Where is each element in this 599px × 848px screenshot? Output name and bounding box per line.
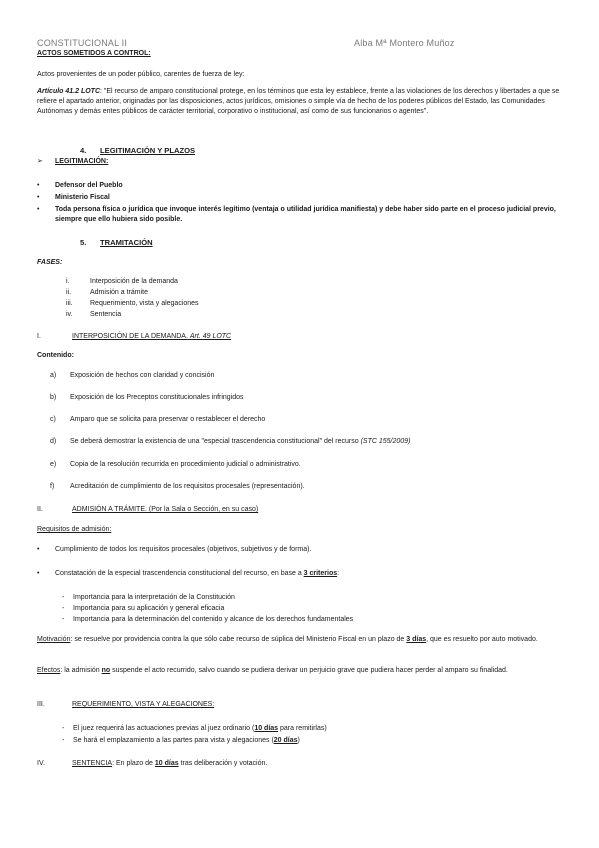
legitimacion-item: Ministerio Fiscal xyxy=(55,194,110,201)
legitimacion-item: Toda persona física o jurídica que invoque interés legítimo (ventaja o utilidad jurídica manifiesta) y debe haber sido parte en el proceso judicial previo, siempre que ello hubiera sido posible. xyxy=(55,206,556,223)
section-ii-title: ADMISIÓN A TRÁMITE. (Por la Sala o Sección, en su caso) xyxy=(72,506,259,513)
motivacion-plazo: 3 días xyxy=(406,636,427,643)
section-5-number: 5. xyxy=(80,238,87,247)
contenido-letter: e) xyxy=(50,461,57,468)
bullet-icon: • xyxy=(37,570,40,577)
fase-number: iv. xyxy=(66,311,73,318)
arrow-bullet-icon: ➢ xyxy=(37,158,43,165)
header-author: Alba Mª Montero Muñoz xyxy=(354,38,455,48)
article-text: : "El recurso de amparo constitucional protege, en los términos que esta ley establece, frente a las violaciones de los derechos y libertades a que se refiere el apartado anterior, originadas por las disposiciones, actos jurídicos, omisiones o simple vía de hecho de los poderes públicos del Estado, las Comunidades Autónomas y demás entes públicos de carácter territorial, corporativo o institucional, así como de sus funcionarios o agentes". xyxy=(37,88,560,115)
bullet-icon: • xyxy=(37,194,40,201)
criterio-item: Importancia para la interpretación de la Constitución xyxy=(73,594,235,601)
requerimiento-item-1 xyxy=(73,724,327,734)
section-i-title-text: INTERPOSICIÓN DE LA DEMANDA. xyxy=(72,333,188,340)
motivacion-paragraph xyxy=(37,635,565,645)
article-ref: Artículo 41.2 LOTC xyxy=(37,88,101,95)
section-5-title: TRAMITACIÓN xyxy=(100,238,153,247)
contenido-letter: c) xyxy=(50,416,56,423)
sentencia-line xyxy=(72,759,267,769)
section-i-title-ref: Art. 49 LOTC xyxy=(189,333,232,340)
legitimacion-subtitle: LEGITIMACIÓN: xyxy=(55,158,109,165)
requerimiento-item-1-post: para remitirlas) xyxy=(278,725,327,732)
criterio-item: Importancia para la determinación del contenido y alcance de los derechos fundamentales xyxy=(73,616,354,623)
contenido-label: Contenido: xyxy=(37,352,74,359)
requerimiento-item-2-plazo: 20 días xyxy=(273,737,298,744)
section-i-title xyxy=(72,332,231,342)
efectos-label: Efectos xyxy=(37,667,61,674)
motivacion-label: Motivación xyxy=(37,636,71,643)
section-iv-number: IV. xyxy=(37,760,45,767)
dash-icon: - xyxy=(62,594,65,601)
fase-text: Interposición de la demanda xyxy=(90,278,178,285)
fase-text: Sentencia xyxy=(90,311,122,318)
contenido-letter: b) xyxy=(50,394,57,401)
sentencia-plazo: 10 días xyxy=(154,760,179,767)
bullet-icon: • xyxy=(37,546,40,553)
sentencia-pre: : En plazo de xyxy=(112,760,155,767)
section-4-number: 4. xyxy=(80,146,87,155)
sentencia-title: SENTENCIA xyxy=(72,760,113,767)
section-iii-number: III. xyxy=(37,701,45,708)
criterio-item: Importancia para su aplicación y general eficacia xyxy=(73,605,225,612)
requerimiento-item-2-post: ) xyxy=(297,737,300,744)
actos-title: ACTOS SOMETIDOS A CONTROL: xyxy=(37,50,151,57)
dash-icon: - xyxy=(62,725,65,732)
section-i-number: I. xyxy=(37,333,41,340)
legitimacion-item: Defensor del Pueblo xyxy=(55,182,123,189)
requisito-2 xyxy=(55,569,339,579)
contenido-text: Exposición de los Preceptos constitucionales infringidos xyxy=(70,394,244,401)
fase-number: i. xyxy=(66,278,70,285)
contenido-letter: d) xyxy=(50,438,57,445)
contenido-letter: f) xyxy=(50,483,55,490)
article-paragraph xyxy=(37,87,565,117)
efectos-post: suspende el acto recurrido, salvo cuando se pudiera derivar un perjuicio grave que pudiera hacer perder al amparo su finalidad. xyxy=(110,667,508,674)
section-ii-number: II. xyxy=(37,506,43,513)
fase-text: Requerimiento, vista y alegaciones xyxy=(90,300,199,307)
efectos-no: no xyxy=(101,667,111,674)
requerimiento-item-2-pre: Se hará el emplazamiento a las partes para vista y alegaciones ( xyxy=(73,737,274,744)
requerimiento-item-1-plazo: 10 días xyxy=(254,725,279,732)
contenido-letter: a) xyxy=(50,372,57,379)
section-4-title: LEGITIMACIÓN Y PLAZOS xyxy=(100,146,196,155)
contenido-text: Amparo que se solicita para preservar o restablecer el derecho xyxy=(70,416,266,423)
requisito-2-colon: : xyxy=(337,570,340,577)
requisito-2-text: Constatación de la especial trascendencia constitucional del recurso, en base a xyxy=(55,570,304,577)
requerimiento-item-1-pre: El juez requerirá las actuaciones previas al juez ordinario ( xyxy=(73,725,255,732)
fase-number: iii. xyxy=(66,300,73,307)
contenido-text: Exposición de hechos con claridad y concisión xyxy=(70,372,215,379)
dash-icon: - xyxy=(62,605,65,612)
fase-text: Admisión a trámite xyxy=(90,289,148,296)
motivacion-post: , que es resuelto por auto motivado. xyxy=(426,636,538,643)
contenido-item-d xyxy=(70,437,410,447)
contenido-text: Acreditación de cumplimiento de los requisitos procesales (representación). xyxy=(70,483,305,490)
header-subject: CONSTITUCIONAL II xyxy=(37,38,128,48)
actos-intro: Actos provenientes de un poder público, carentes de fuerza de ley: xyxy=(37,71,245,78)
bullet-icon: • xyxy=(37,206,40,213)
efectos-pre: : la admisión xyxy=(60,667,102,674)
dash-icon: - xyxy=(62,616,65,623)
fase-number: ii. xyxy=(66,289,72,296)
section-iii-title: REQUERIMIENTO, VISTA Y ALEGACIONES: xyxy=(72,701,215,708)
requerimiento-item-2 xyxy=(73,736,300,746)
dash-icon: - xyxy=(62,737,65,744)
requisito-2-criterios: 3 criterios xyxy=(303,570,338,577)
contenido-text: Se deberá demostrar la existencia de una "especial trascendencia constitucional" del recurso xyxy=(70,438,359,445)
motivacion-text: : se resuelve por providencia contra la que sólo cabe recurso de súplica del Ministerio Fiscal en un plazo de xyxy=(70,636,407,643)
requisitos-label: Requisitos de admisión: xyxy=(37,526,112,533)
fases-label: FASES: xyxy=(37,259,63,266)
contenido-text: Copia de la resolución recurrida en procedimiento judicial o administrativo. xyxy=(70,461,301,468)
bullet-icon: • xyxy=(37,182,40,189)
sentencia-post: tras deliberación y votación. xyxy=(178,760,268,767)
contenido-ref: (STC 155/2009) xyxy=(360,438,411,445)
requisito-1: Cumplimiento de todos los requisitos procesales (objetivos, subjetivos y de forma). xyxy=(55,546,312,553)
efectos-paragraph xyxy=(37,666,565,676)
